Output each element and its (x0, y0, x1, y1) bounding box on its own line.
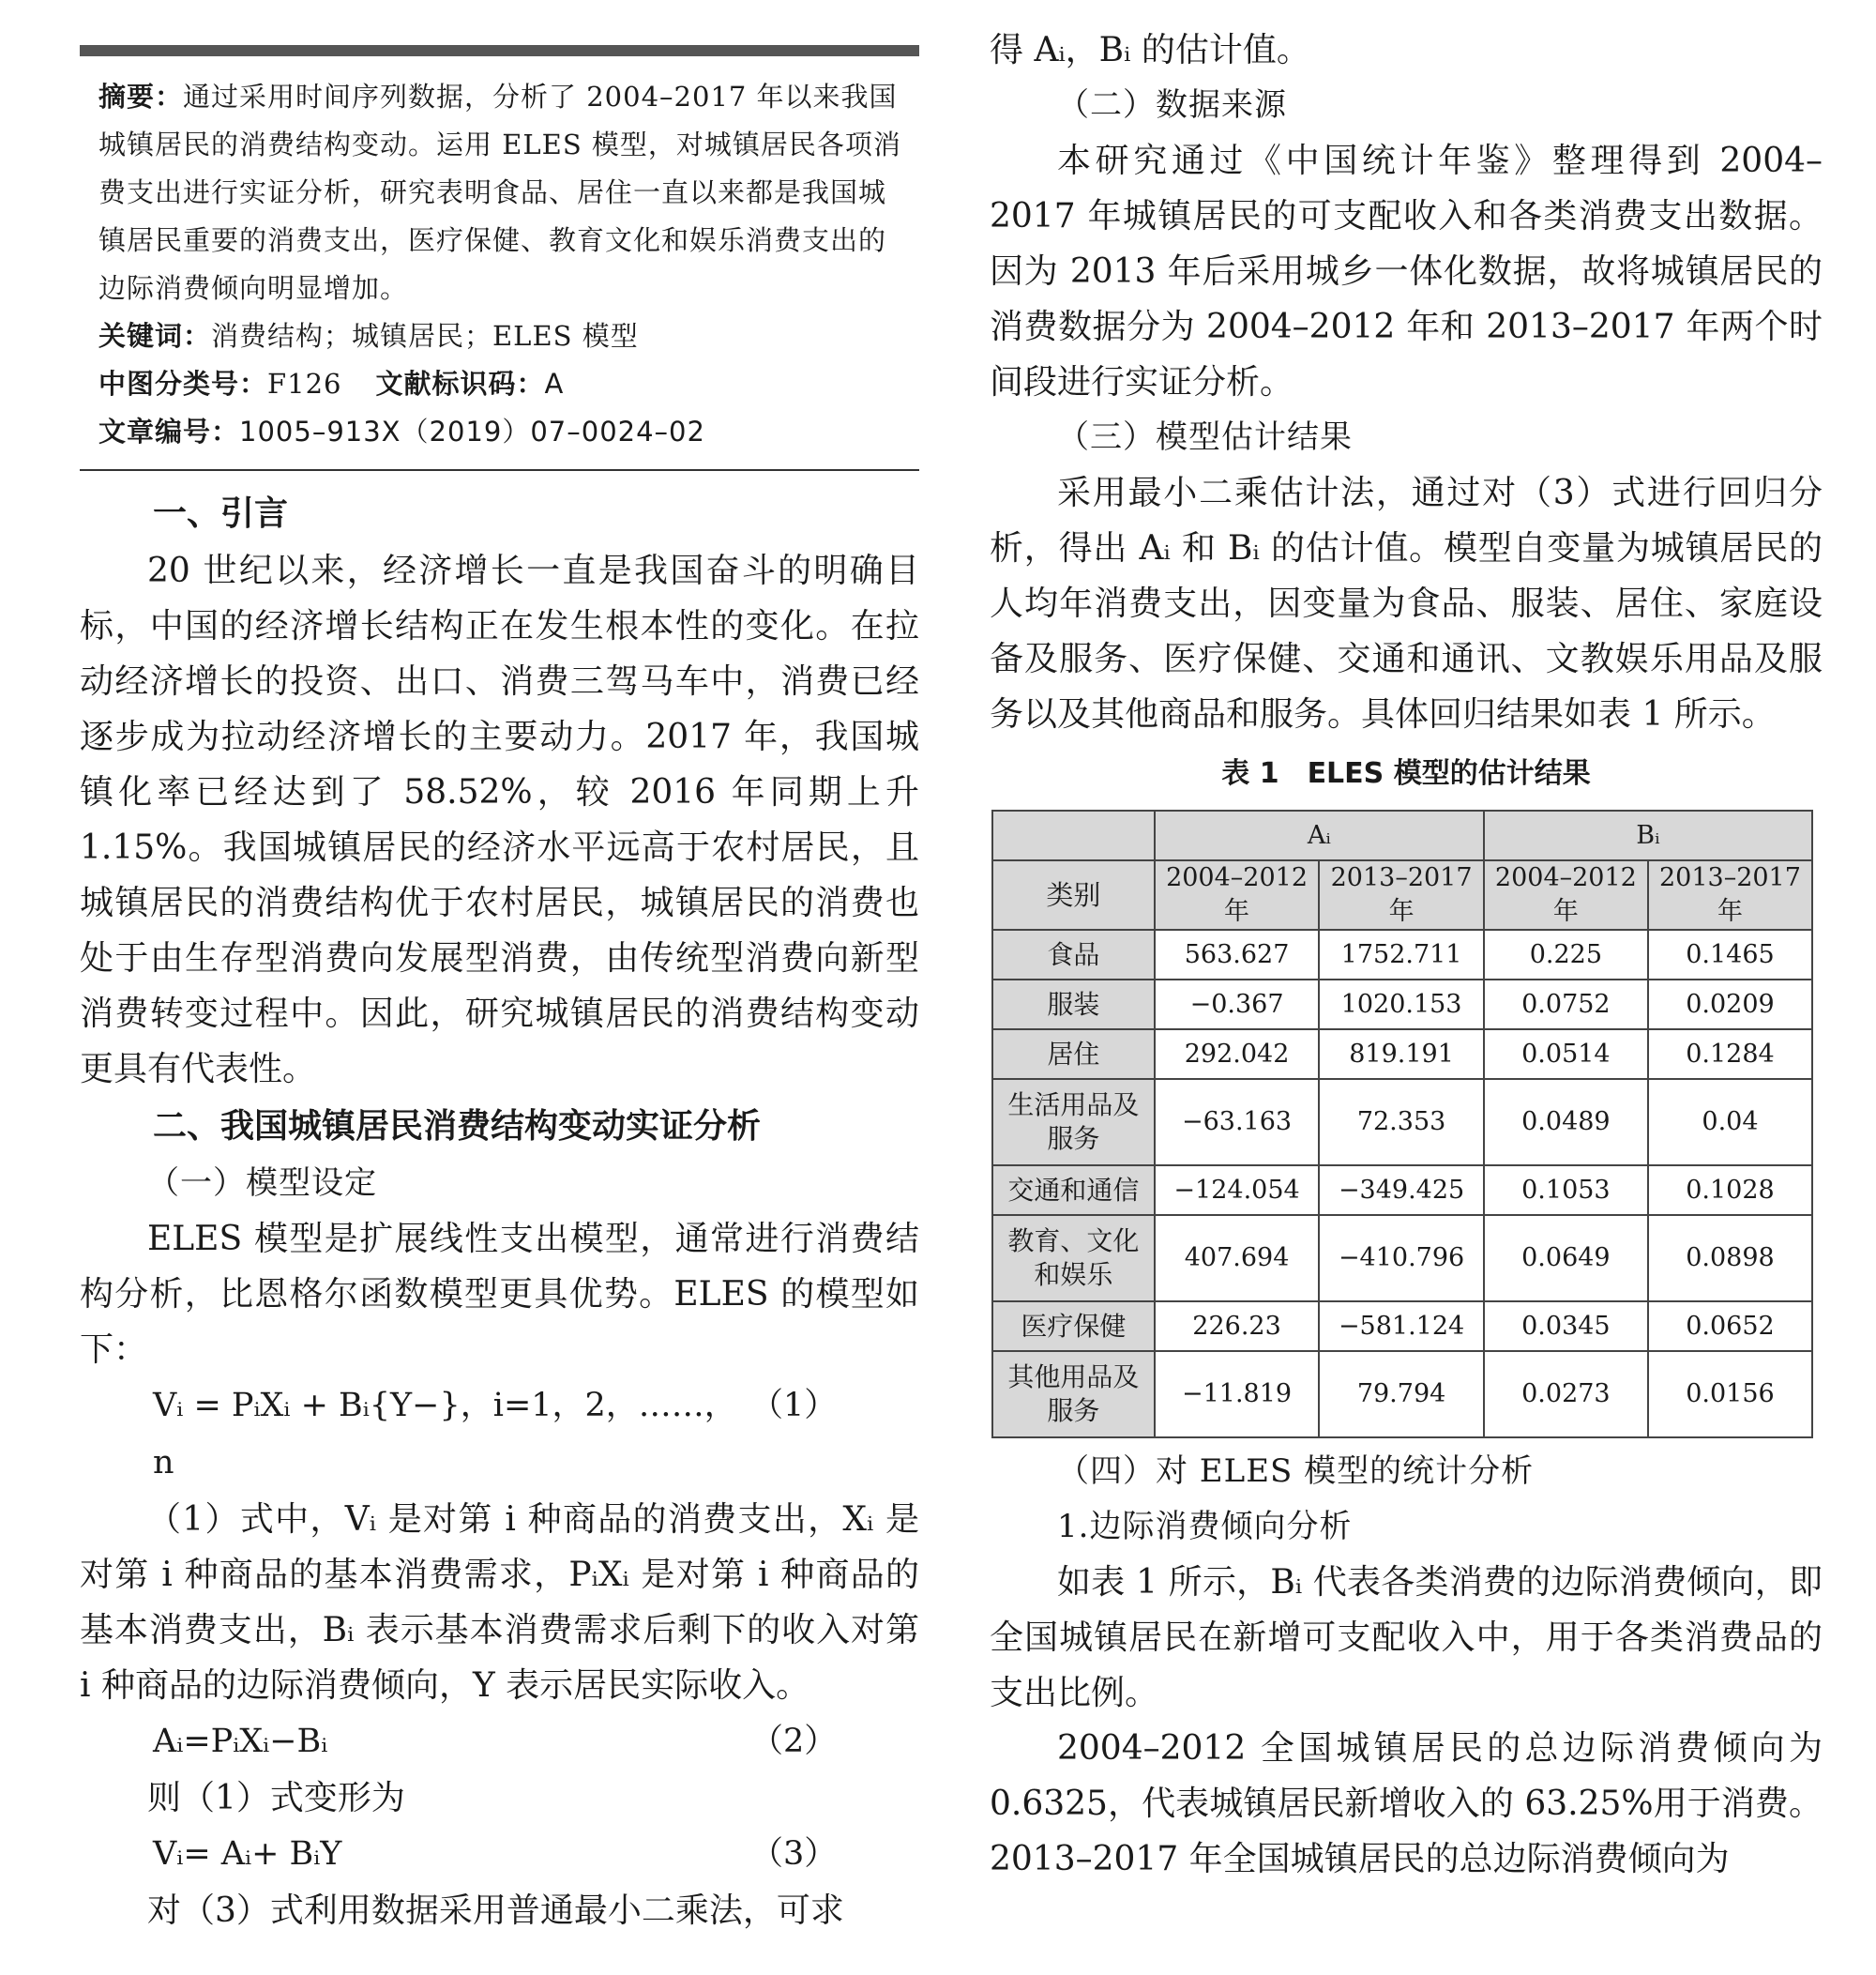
table-row (992, 1351, 1812, 1437)
subsection-statistical-analysis: （四）对 ELES 模型的统计分析 (1057, 1452, 1535, 1490)
clc-label: 中图分类号： (98, 368, 268, 400)
category-cell: 医疗保健 (992, 1301, 1155, 1351)
value-cell: −124.054 (1155, 1165, 1320, 1215)
value-cell: 1752.711 (1319, 930, 1484, 980)
estimation-paragraph: 采用最小二乘估计法，通过对（3）式进行回归分析，得出 Aᵢ 和 Bᵢ 的估计值。模型自变量为城镇居民的人均年消费支出，因变量为食品、服装、居住、家庭设备及服务、医疗保健、交通和通讯、文教娱乐用品及服务以及其他商品和服务。具体回归结果如表 1 所示。 (990, 474, 1823, 734)
total-marginal-paragraph: 2004–2012 全国城镇居民的总边际消费倾向为 0.6325，代表城镇居民新增收入的 63.25%用于消费。2013–2017 年全国城镇居民的总边际消费倾向为 (990, 1729, 1823, 1878)
equation-1-number: （1） (750, 1387, 838, 1424)
value-cell: 0.0514 (1484, 1029, 1648, 1079)
table-row (992, 1215, 1812, 1301)
ols-paragraph: 对（3）式利用数据采用普通最小二乘法，可求 (147, 1891, 844, 1930)
value-cell: 0.0156 (1648, 1351, 1812, 1437)
keywords-text: 消费结构；城镇居民；ELES 模型 (211, 320, 639, 352)
period-header: 2004–2012 年 (1155, 860, 1320, 930)
section-heading-analysis: 二、我国城镇居民消费结构变动实证分析 (153, 1107, 762, 1146)
value-cell: 0.0898 (1648, 1215, 1812, 1301)
period-header: 2013–2017 年 (1648, 860, 1812, 930)
subsection-data-source: （二）数据来源 (1057, 86, 1287, 124)
subsection-model: （一）模型设定 (147, 1164, 377, 1202)
table-row (992, 980, 1812, 1029)
value-cell: 0.0652 (1648, 1301, 1812, 1351)
value-cell: 0.04 (1648, 1079, 1812, 1165)
equation-2-text: Aᵢ=PᵢXᵢ−Bᵢ (153, 1723, 328, 1760)
table-row (992, 1029, 1812, 1079)
category-cell: 其他用品及服务 (992, 1351, 1155, 1437)
clc-value: F126 (267, 368, 342, 400)
value-cell: −410.796 (1319, 1215, 1484, 1301)
keywords (98, 312, 908, 360)
continued-text: 得 Aᵢ，Bᵢ 的估计值。 (990, 31, 1310, 69)
category-cell: 交通和通信 (992, 1165, 1155, 1215)
intro-paragraph: 20 世纪以来，经济增长一直是我国奋斗的明确目标，中国的经济增长结构正在发生根本性的变化。在拉动经济增长的投资、出口、消费三驾马车中，消费已经逐步成为拉动经济增长的主要动力。2017 年，我国城镇化率已经达到了 58.52%，较 2016 年同期上升 1.15%。我国城镇居民的经济水平远高于农村居民，且城镇居民的消费结构优于农村居民，城镇居民的消费也处于由生存型消费向发展型消费，由传统型消费向新型消费转变过程中。因此，研究城镇居民的消费结构变动更具有代表性。 (80, 552, 919, 1088)
value-cell: −581.124 (1319, 1301, 1484, 1351)
equation-3-text: Vᵢ= Aᵢ+ BᵢY (153, 1835, 342, 1873)
right-column (990, 23, 1823, 1887)
period-header: 2004–2012 年 (1484, 860, 1648, 930)
value-cell: −0.367 (1155, 980, 1320, 1029)
doc-code-label: 文献标识码： (375, 368, 545, 400)
equation-2-number: （2） (750, 1723, 838, 1760)
marginal-paragraph: 如表 1 所示，Bᵢ 代表各类消费的边际消费倾向，即全国城镇居民在新增可支配收入中，用于各类消费品的支出比例。 (990, 1563, 1823, 1712)
value-cell: 0.1465 (1648, 930, 1812, 980)
abstract-bottom-rule (80, 469, 919, 471)
equation-2 (80, 1713, 919, 1770)
transform-text: 则（1）式变形为 (147, 1779, 405, 1817)
article-number (98, 408, 908, 456)
period-header: 2013–2017 年 (1319, 860, 1484, 930)
category-cell: 食品 (992, 930, 1155, 980)
value-cell: −11.819 (1155, 1351, 1320, 1437)
category-cell: 教育、文化和娱乐 (992, 1215, 1155, 1301)
equation-3-number: （3） (750, 1835, 838, 1873)
value-cell: 0.225 (1484, 930, 1648, 980)
keywords-label: 关键词： (98, 320, 212, 352)
category-cell: 居住 (992, 1029, 1155, 1079)
equation-3 (80, 1826, 919, 1883)
abstract-label: 摘要： (98, 81, 184, 113)
table-row (992, 1165, 1812, 1215)
abstract-text: 通过采用时间序列数据，分析了 2004–2017 年以来我国城镇居民的消费结构变动。运用 ELES 模型，对城镇居民各项消费支出进行实证分析，研究表明食品、居住一直以来都是我国城镇居民重要的消费支出，医疗保健、教育文化和娱乐消费支出的边际消费倾向明显增加。 (98, 81, 901, 304)
table-row (992, 930, 1812, 980)
category-cell: 生活用品及服务 (992, 1079, 1155, 1165)
value-cell: 79.794 (1319, 1351, 1484, 1437)
article-number-value: 1005–913X（2019）07–0024–02 (239, 416, 705, 448)
classification (98, 360, 908, 408)
equation-1-text: Vᵢ = PᵢXᵢ + Bᵢ{Y−}，i=1，2，……，n (153, 1387, 737, 1481)
value-cell: 0.0649 (1484, 1215, 1648, 1301)
left-column (80, 0, 919, 1938)
abstract-block (80, 56, 919, 456)
value-cell: 1020.153 (1319, 980, 1484, 1029)
value-cell: −63.163 (1155, 1079, 1320, 1165)
equation-1 (80, 1377, 919, 1492)
value-cell: 819.191 (1319, 1029, 1484, 1079)
abstract-top-rule (80, 45, 919, 56)
results-table (991, 810, 1813, 1438)
model-paragraph: ELES 模型是扩展线性支出模型，通常进行消费结构分析，比恩格尔函数模型更具优势。ELES 的模型如下： (80, 1220, 919, 1369)
category-cell: 服装 (992, 980, 1155, 1029)
group-header-b: Bᵢ (1484, 811, 1812, 860)
value-cell: 72.353 (1319, 1079, 1484, 1165)
value-cell: −349.425 (1319, 1165, 1484, 1215)
category-header: 类别 (992, 860, 1155, 930)
value-cell: 0.0273 (1484, 1351, 1648, 1437)
article-number-label: 文章编号： (98, 416, 240, 448)
value-cell: 0.0489 (1484, 1079, 1648, 1165)
value-cell: 0.0345 (1484, 1301, 1648, 1351)
value-cell: 0.1028 (1648, 1165, 1812, 1215)
subsection-marginal: 1.边际消费倾向分析 (1057, 1508, 1353, 1545)
value-cell: 563.627 (1155, 930, 1320, 980)
doc-code-value: A (544, 368, 565, 400)
value-cell: 407.694 (1155, 1215, 1320, 1301)
value-cell: 0.0752 (1484, 980, 1648, 1029)
table-caption: 表 1 ELES 模型的估计结果 (1221, 757, 1591, 790)
equation-explanation: （1）式中，Vᵢ 是对第 i 种商品的消费支出，Xᵢ 是对第 i 种商品的基本消费需求，PᵢXᵢ 是对第 i 种商品的基本消费支出，Bᵢ 表示基本消费需求后剩下的收入对第 i 种商品的边际消费倾向，Y 表示居民实际收入。 (80, 1500, 919, 1705)
section-heading-intro: 一、引言 (153, 494, 289, 533)
value-cell: 226.23 (1155, 1301, 1320, 1351)
value-cell: 0.0209 (1648, 980, 1812, 1029)
subsection-estimation: （三）模型估计结果 (1057, 418, 1353, 456)
table-row (992, 1079, 1812, 1165)
abstract (98, 73, 908, 312)
group-header-a: Aᵢ (1155, 811, 1484, 860)
value-cell: 292.042 (1155, 1029, 1320, 1079)
table-corner (992, 811, 1155, 860)
value-cell: 0.1284 (1648, 1029, 1812, 1079)
data-source-paragraph: 本研究通过《中国统计年鉴》整理得到 2004–2017 年城镇居民的可支配收入和各类消费支出数据。因为 2013 年后采用城乡一体化数据，故将城镇居民的消费数据分为 2004–2012 年和 2013–2017 年两个时间段进行实证分析。 (990, 142, 1823, 402)
table-row (992, 1301, 1812, 1351)
value-cell: 0.1053 (1484, 1165, 1648, 1215)
